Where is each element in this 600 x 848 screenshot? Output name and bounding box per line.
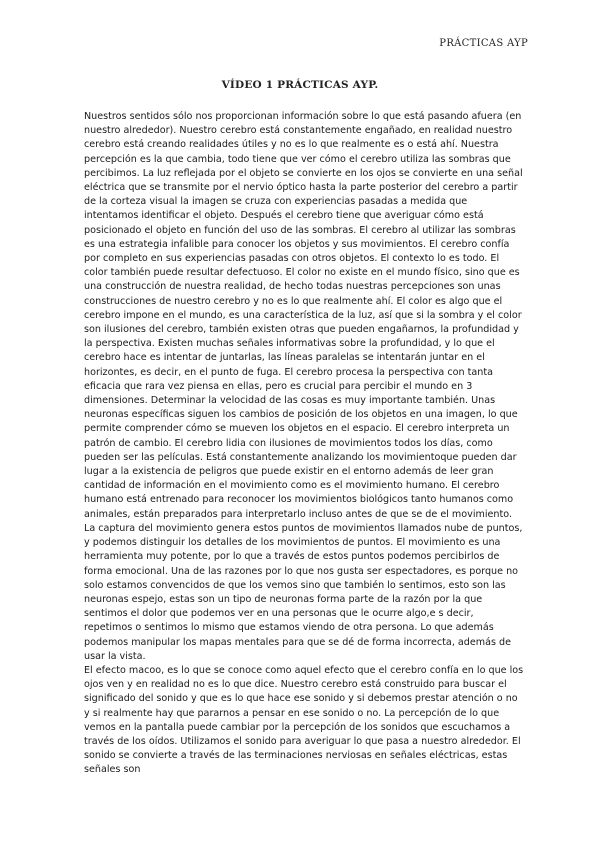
document-body (84, 110, 524, 778)
paragraph: El efecto macoo, es lo que se conoce como aquel efecto que el cerebro confía en lo que los ojos ven y en realidad no es lo que dice. Nuestro cerebro está construido para buscar el significado del sonido y que es lo que hace ese sonido y si debemos prestar atención o no y si realmente hay que pararnos a pensar en ese sonido o no. La percepción de lo que vemos en la pantalla puede cambiar por la percepción de los sonidos que escuchamos a través de los oídos. Utilizamos el sonido para averiguar lo que pasa a nuestro alrededor. El sonido se convierte a través de las terminaciones nerviosas en señales eléctricas, estas señales son (84, 664, 524, 776)
document-title: VÍDEO 1 PRÁCTICAS AYP. (221, 79, 379, 91)
paragraph: Nuestros sentidos sólo nos proporcionan información sobre lo que está pasando afuera (en nuestro alrededor). Nuestro cerebro está constantemente engañado, en realidad nuestro cerebro está creando realidades útiles y no es lo que realmente es o está ahí. Nuestra percepción es la que cambia, todo tiene que ver cómo el cerebro utiliza las sombras que percibimos. La luz reflejada por el objeto se convierte en los ojos se convierte en una señal eléctrica que se transmite por el nervio óptico hasta la parte posterior del cerebro a partir de la corteza visual la imagen se cruza con experiencias pasadas a medida que intentamos identificar el objeto. Después el cerebro tiene que averiguar cómo está posicionado el objeto en función del uso de las sombras. El cerebro al utilizar las sombras es una estrategia infalible para conocer los objetos y sus movimientos. El cerebro confía por completo en sus experiencias pasadas con otros objetos. El contexto lo es todo. El color también puede resultar defectuoso. El color no existe en el mundo físico, sino que es una construcción de nuestra realidad, de hecho todas nuestras percepciones son unas construcciones de nuestro cerebro y no es lo que realmente ahí. El color es algo que el cerebro impone en el mundo, es una característica de la luz, así que si la sombra y el color son ilusiones del cerebro, también existen otras que pueden engañarnos, la profundidad y la perspectiva. Existen muchas señales informativas sobre la profundidad, y lo que el cerebro hace es intentar de juntarlas, las líneas paralelas se intentarán juntar en el horizontes, es decir, en el punto de fuga. El cerebro procesa la perspectiva con tanta eficacia que rara vez piensa en ellas, pero es crucial para percibir el mundo en 3 dimensiones. Determinar la velocidad de las cosas es muy importante también. Unas neuronas específicas siguen los cambios de posición de los objetos en una imagen, lo que permite comprender cómo se mueven los objetos en el espacio. El cerebro interpreta un patrón de cambio. El cerebro lidia con ilusiones de movimientos todos los días, como pueden ser las películas. Está constantemente analizando los movimientoque pueden dar lugar a la existencia de peligros que puede existir en el entorno además de leer gran cantidad de información en el movimiento como es el movimiento humano. El cerebro humano está entrenado para reconocer los movimientos biológicos tanto humanos como animales, están preparados para interpretarlo incluso antes de que se de el movimiento. La captura del movimiento genera estos puntos de movimientos llamados nube de puntos, y podemos distinguir los detalles de los movimientos de puntos. El movimiento es una herramienta muy potente, por lo que a través de estos puntos podemos percibirlos de forma emocional. Una de las razones por lo que nos gusta ser espectadores, es porque no solo estamos convencidos de que los vemos sino que también lo sentimos, esto son las neuronas espejo, estas son un tipo de neuronas forma parte de la razón por la que sentimos el dolor que podemos ver en una personas que le ocurre algo,e s decir, repetimos o sentimos lo mismo que estamos viendo de otra persona. Lo que además podemos manipular los mapas mentales para que se dé de forma incorrecta, además de usar la vista. (84, 111, 523, 662)
running-header: PRÁCTICAS AYP (439, 38, 528, 49)
